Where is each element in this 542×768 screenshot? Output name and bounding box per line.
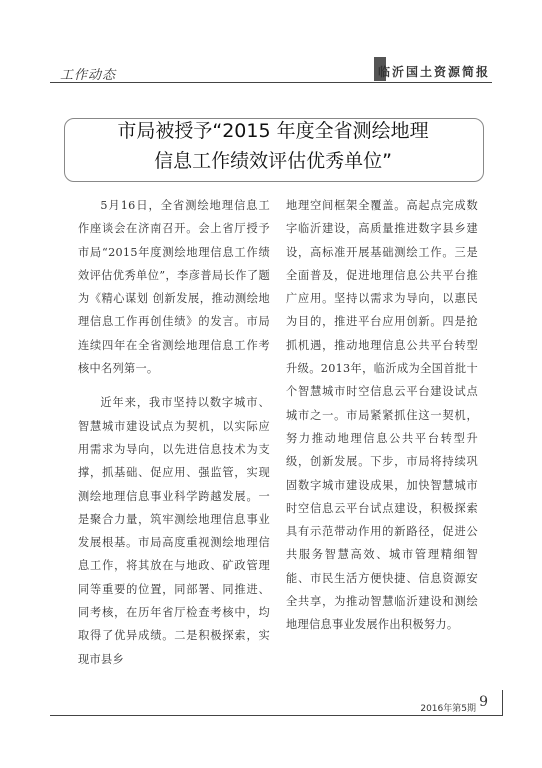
publication-name: 临沂国土资源简报 <box>377 65 490 79</box>
paragraph-1: 5月16日，全省测绘地理信息工作座谈会在济南召开。会上省厅授予市局“2015年度测绘地理信息工作绩效评估优秀单位”，李彦普局长作了题为《精心谋划 创新发展，推动测绘地理信息工作再创佳绩》的发言。市局连续四年在全省测绘地理信息工作考核中名列第一。 <box>78 199 270 376</box>
title-line-2: 信息工作绩效评估优秀单位” <box>154 150 392 172</box>
paragraph-2: 近年来，我市坚持以数字城市、智慧城市建设试点为契机，以实际应用需求为导向，以先进信息技术为支撑，抓基础、促应用、强监管，实现测绘地理信息事业科学跨越发展。一是聚合力量，筑牢测绘地理信息事业发展根基。市局高度重视测绘地理信息工作，将其放在与地政、矿政管理同等重要的位置，同部署、同推进、同考核，在历年省厅检查考核中，均取得了优异成绩。二是积极探索，实现市县乡 <box>78 396 270 666</box>
footer-separator <box>502 690 503 716</box>
issue-label: 2016年第5期 <box>420 704 476 714</box>
section-label: 工作动态 <box>60 68 117 83</box>
title-line-1: 市局被授予“2015 年度全省测绘地理 <box>117 120 429 142</box>
article-title <box>64 116 482 176</box>
left-column <box>78 194 270 671</box>
page-number: 9 <box>479 694 488 710</box>
header-divider <box>50 82 492 83</box>
paragraph-2-continued: 地理空间框架全覆盖。高起点完成数字临沂建设，高质量推进数字县乡建设，高标准开展基础测绘工作。三是全面普及，促进地理信息公共平台推广应用。坚持以需求为导向，以惠民为目的，推进平台应用创新。四是抢抓机遇，推动地理信息公共平台转型升级。2013年，临沂成为全国首批十个智慧城市时空信息云平台建设试点城市之一。市局紧紧抓住这一契机，努力推动地理信息公共平台转型升级，创新发展。下步，市局将持续巩固数字城市建设成果，加快智慧城市时空信息云平台试点建设，积极探索具有示范带动作用的新路径，促进公共服务智慧高效、城市管理精细智能、市民生活方便快捷、信息资源安全共享，为推动智慧临沂建设和测绘地理信息事业发展作出积极努力。 <box>286 199 478 632</box>
right-column <box>286 194 478 637</box>
footer-divider <box>50 715 502 716</box>
